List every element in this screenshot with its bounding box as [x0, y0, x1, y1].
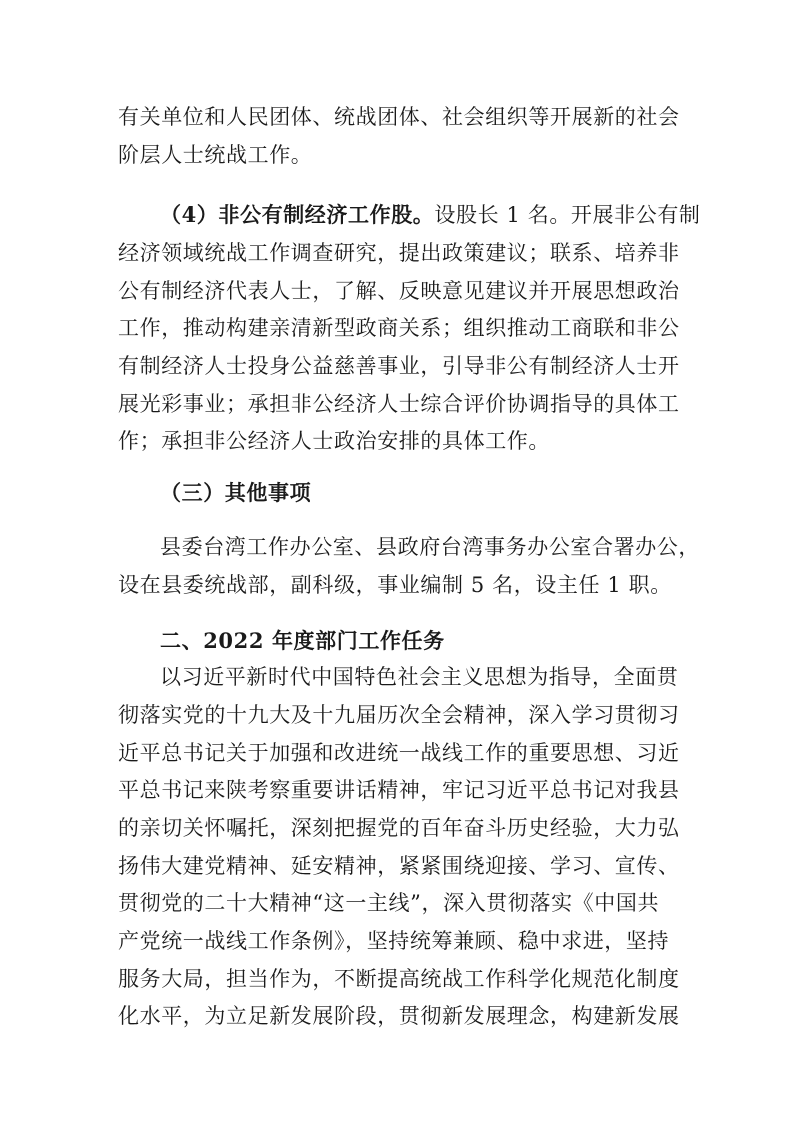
paragraph-line: 以习近平新时代中国特色社会主义思想为指导，全面贯: [160, 665, 679, 689]
paragraph-line: 服务大局，担当作为，不断提高统战工作科学化规范化制度: [118, 967, 680, 991]
paragraph-line: 有制经济人士投身公益慈善事业，引导非公有制经济人士开: [118, 354, 680, 378]
paragraph-line: 平总书记来陕考察重要讲话精神，牢记习近平总书记对我县: [118, 778, 680, 802]
paragraph-line: 贯彻党的二十大精神“这一主线”，深入贯彻落实《中国共: [118, 891, 660, 915]
other-matters-heading: （三）其他事项: [160, 480, 312, 505]
paragraph-line: 展光彩事业；承担非公经济人士综合评价协调指导的具体工: [118, 392, 680, 416]
paragraph-line: 设在县委统战部，副科级，事业编制 5 名，设主任 1 职。: [118, 573, 672, 597]
section-4-heading-line: [160, 200, 720, 230]
paragraph-line: 的亲切关怀嘱托，深刻把握党的百年奋斗历史经验，大力弘: [118, 816, 680, 840]
paragraph-line: 作；承担非公经济人士政治安排的具体工作。: [118, 429, 550, 453]
paragraph-line: 经济领域统战工作调查研究，提出政策建议；联系、培养非: [118, 241, 680, 265]
paragraph-line: 阶层人士统战工作。: [118, 143, 313, 167]
paragraph-line: 扬伟大建党精神、延安精神，紧紧围绕迎接、学习、宣传、: [118, 854, 680, 878]
paragraph-line: 近平总书记关于加强和改进统一战线工作的重要思想、习近: [118, 741, 680, 765]
paragraph-line: 县委台湾工作办公室、县政府台湾事务办公室合署办公，: [160, 535, 700, 559]
paragraph-line: 工作，推动构建亲清新型政商关系；组织推动工商联和非公: [118, 316, 680, 340]
paragraph-line: 彻落实党的十九大及十九届历次全会精神，深入学习贯彻习: [118, 703, 680, 727]
section-4-text: 设股长 1 名。开展非公有制: [434, 203, 701, 227]
paragraph-line: 化水平，为立足新发展阶段，贯彻新发展理念，构建新发展: [118, 1004, 680, 1028]
paragraph-line: 公有制经济代表人士，了解、反映意见建议并开展思想政治: [118, 279, 680, 303]
section-2-heading: 二、2022 年度部门工作任务: [160, 628, 445, 653]
paragraph-line: 产党统一战线工作条例》，坚持统筹兼顾、稳中求进，坚持: [118, 929, 670, 953]
paragraph-line: 有关单位和人民团体、统战团体、社会组织等开展新的社会: [118, 105, 680, 129]
section-4-title: （4）非公有制经济工作股。: [160, 202, 435, 227]
